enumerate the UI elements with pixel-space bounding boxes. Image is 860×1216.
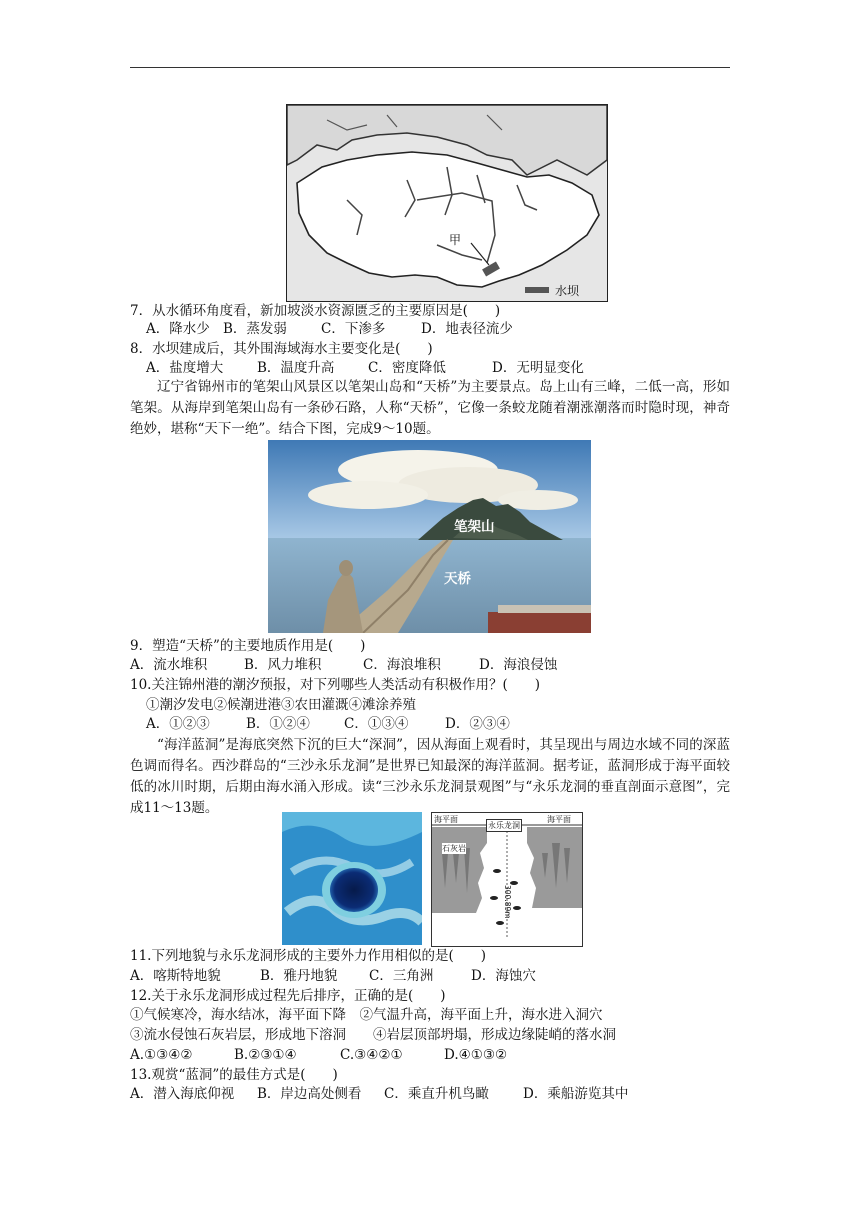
- question-12-options: [130, 1046, 507, 1064]
- question-9-options: [130, 656, 557, 674]
- singapore-map: [287, 105, 607, 301]
- question-7-stem: 7．从水循环角度看，新加坡淡水资源匮乏的主要原因是( ): [130, 303, 501, 319]
- profile-rock-label: 石灰岩: [442, 844, 466, 853]
- option-c: C．三角洲: [369, 968, 434, 984]
- option-c: C．密度降低: [368, 360, 446, 376]
- option-d: D．海浪侵蚀: [479, 657, 558, 673]
- question-8-stem: 8．水坝建成后，其外围海域海水主要变化是( ): [130, 341, 433, 357]
- question-8-options: [146, 359, 584, 377]
- option-b: B．①②④: [246, 716, 310, 732]
- option-c: C．①③④: [344, 716, 409, 732]
- option-a: A．降水少: [146, 321, 210, 337]
- profile-depth-label: 300.89m: [503, 885, 512, 919]
- question-10-items: ①潮汐发电②候潮进港③农田灌溉④滩涂养殖: [146, 697, 416, 713]
- question-12-line-2: ③流水侵蚀石灰岩层，形成地下溶洞 ④岩层顶部坍塌，形成边缘陡峭的落水洞: [130, 1027, 616, 1043]
- option-b: B．雅丹地貌: [260, 968, 338, 984]
- profile-sea-level-right: 海平面: [547, 815, 571, 824]
- question-9-stem: 9．塑造“天桥”的主要地质作用是( ): [130, 638, 366, 654]
- option-a: A．①②③: [146, 716, 210, 732]
- question-13-stem: 13.观赏“蓝洞”的最佳方式是( ): [130, 1067, 338, 1083]
- option-d: D.④①③②: [444, 1047, 508, 1063]
- blue-hole-aerial-photo: [282, 812, 422, 945]
- option-b: B.②③①④: [234, 1047, 297, 1063]
- option-d: D．无明显变化: [492, 360, 584, 376]
- photo-mountain-label: 笔架山: [454, 519, 495, 535]
- blue-hole-profile-diagram: [431, 812, 583, 947]
- question-11-stem: 11.下列地貌与永乐龙洞形成的主要外力作用相似的是( ): [130, 948, 487, 964]
- option-a: A．流水堆积: [130, 657, 208, 673]
- option-c: C.③④②①: [340, 1047, 403, 1063]
- map-jia-label: 甲: [449, 233, 462, 247]
- option-c: C．海浪堆积: [363, 657, 441, 673]
- profile-sea-level-left: 海平面: [434, 815, 458, 824]
- option-a: A.①③④②: [130, 1047, 193, 1063]
- option-a: A．盐度增大: [146, 360, 224, 376]
- question-13-options: [130, 1085, 628, 1103]
- question-12-line-1: ①气候寒冷，海水结冰，海平面下降 ②气温升高，海平面上升，海水进入洞穴: [130, 1007, 603, 1023]
- map-dam-legend: 水坝: [555, 284, 580, 298]
- option-a: A．喀斯特地貌: [130, 968, 221, 984]
- question-12-stem: 12.关于永乐龙洞形成过程先后排序，正确的是( ): [130, 988, 446, 1004]
- question-11-options: [130, 967, 536, 985]
- option-b: B．蒸发弱: [223, 321, 287, 337]
- option-d: D．海蚀穴: [471, 968, 536, 984]
- question-10-stem: 10.关注锦州港的潮汐预报，对下列哪些人类活动有积极作用？( ): [130, 677, 541, 693]
- option-a: A．潜入海底仰视: [130, 1086, 235, 1102]
- option-b: B．岸边高处侧看: [257, 1086, 362, 1102]
- option-b: B．风力堆积: [244, 657, 322, 673]
- question-7-options: [146, 320, 513, 338]
- option-c: C．下渗多: [321, 321, 386, 337]
- singapore-map-figure: [286, 104, 608, 302]
- profile-illustration: [432, 813, 582, 946]
- question-10-options: [146, 715, 510, 733]
- option-c: C．乘直升机鸟瞰: [384, 1086, 489, 1102]
- option-d: D．地表径流少: [421, 321, 513, 337]
- passage-bijia-mountain: 辽宁省锦州市的笔架山风景区以笔架山岛和“天桥”为主要景点。岛上山有三峰，二低一高，形如笔架。从海岸到笔架山岛有一条砂石路，人称“天桥”，它像一条蛟龙随着潮涨潮落而时隐时现，神奇绝妙，堪称“天下一绝”。结合下图，完成9～10题。: [130, 379, 730, 437]
- option-d: D．②③④: [445, 716, 510, 732]
- header-rule: [130, 67, 730, 68]
- option-b: B．温度升高: [257, 360, 335, 376]
- bijia-mountain-photo: [268, 440, 591, 633]
- profile-cave-name: 永乐龙洞: [488, 821, 520, 830]
- photo-bridge-label: 天桥: [444, 571, 471, 587]
- passage-blue-hole: “海洋蓝洞”是海底突然下沉的巨大“深洞”，因从海面上观看时，其呈现出与周边水域不同的深蓝色调而得名。西沙群岛的“三沙永乐龙洞”是世界已知最深的海洋蓝洞。据考证，蓝洞形成于海平面较低的冰川时期，后期由海水涌入形成。读“三沙永乐龙洞景观图”与“永乐龙洞的垂直剖面示意图”，完成11～13题。: [130, 737, 730, 816]
- option-d: D．乘船游览其中: [523, 1086, 629, 1102]
- aerial-illustration: [282, 812, 422, 945]
- photo-illustration: [268, 440, 591, 633]
